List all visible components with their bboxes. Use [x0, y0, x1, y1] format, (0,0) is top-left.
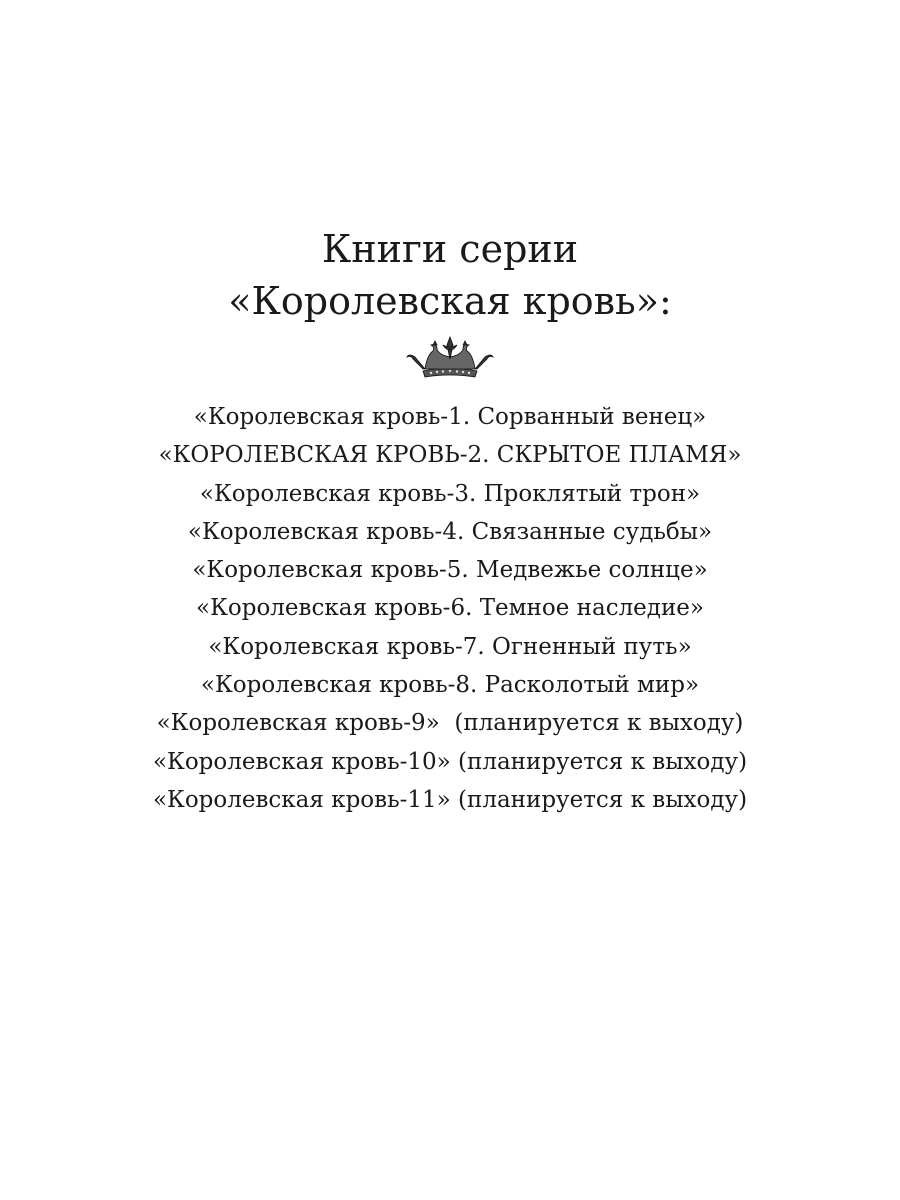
book-item: «Королевская кровь-1. Сорванный венец»: [193, 404, 707, 430]
book-item: «Королевская кровь-9» (планируется к выходу): [156, 710, 744, 737]
book-item: «Королевская кровь-5. Медвежье солнце»: [192, 557, 708, 584]
book-item: «Королевская кровь-3. Проклятый трон»: [199, 480, 701, 507]
book-list: [0, 398, 900, 819]
book-item: «Королевская кровь-10» (планируется к выходу): [152, 748, 748, 775]
book-item: «Королевская кровь-6. Темное наследие»: [196, 595, 704, 622]
page-title-line-1: Книги серии: [321, 227, 579, 271]
crown-icon: [405, 335, 495, 381]
book-item: «КОРОЛЕВСКАЯ КРОВЬ-2. СКРЫТОЕ ПЛАМЯ»: [158, 442, 742, 469]
book-item: «Королевская кровь-11» (планируется к выходу): [152, 786, 748, 813]
page-title-line-2: «Королевская кровь»:: [228, 279, 672, 323]
book-item: «Королевская кровь-8. Расколотый мир»: [200, 672, 700, 699]
book-item: «Королевская кровь-4. Связанные судьбы»: [187, 518, 713, 545]
book-item: «Королевская кровь-7. Огненный путь»: [208, 633, 692, 660]
